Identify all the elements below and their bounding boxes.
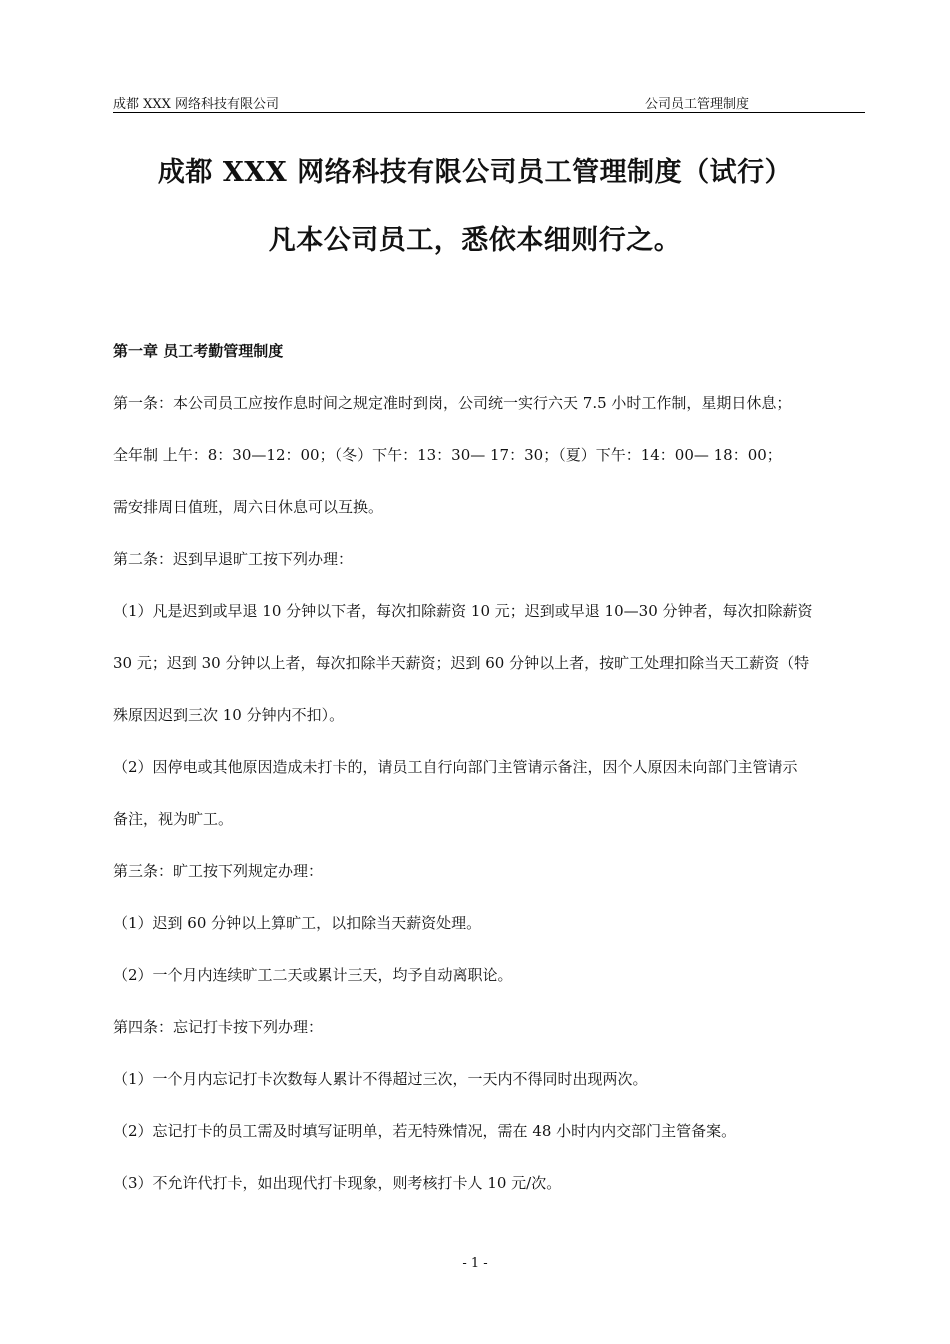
header-document-name: 公司员工管理制度 <box>645 97 750 112</box>
body-line: 30 元；迟到 30 分钟以上者，每次扣除半天薪资；迟到 60 分钟以上者，按旷工处理扣除当天工薪资（特 <box>113 654 810 672</box>
body-line: （1）凡是迟到或早退 10 分钟以下者，每次扣除薪资 10 元；迟到或早退 10—30 分钟者，每次扣除薪资 <box>113 602 813 620</box>
body-line: 第三条：旷工按下列规定办理： <box>113 862 324 880</box>
body-line: 第二条：迟到早退旷工按下列办理： <box>113 550 354 568</box>
body-line: 第四条：忘记打卡按下列办理： <box>113 1018 324 1036</box>
body-line: 殊原因迟到三次 10 分钟内不扣）。 <box>113 706 345 724</box>
body-line: （1）一个月内忘记打卡次数每人累计不得超过三次，一天内不得同时出现两次。 <box>113 1070 648 1088</box>
body-line: （1）迟到 60 分钟以上算旷工，以扣除当天薪资处理。 <box>113 914 482 932</box>
body-line: 备注，视为旷工。 <box>113 810 234 828</box>
body-line: （2）因停电或其他原因造成未打卡的，请员工自行向部门主管请示备注，因个人原因未向部门主管请示 <box>113 758 798 776</box>
header-company-name: 成都 XXX 网络科技有限公司 <box>113 97 280 112</box>
page-header <box>113 92 865 113</box>
body-line: （2）忘记打卡的员工需及时填写证明单，若无特殊情况，需在 48 小时内内交部门主管备案。 <box>113 1122 737 1140</box>
page-number: - 1 - <box>462 1256 488 1271</box>
body-line: 需安排周日值班，周六日休息可以互换。 <box>113 498 384 516</box>
document-subtitle: 凡本公司员工，悉依本细则行之。 <box>268 225 682 256</box>
body-line: （3）不允许代打卡，如出现代打卡现象，则考核打卡人 10 元/次。 <box>113 1174 562 1192</box>
body-line: 全年制 上午：8：30—12：00；（冬）下午：13：30— 17：30；（夏）下午：14：00— 18：00； <box>113 446 782 464</box>
document-title: 成都 XXX 网络科技有限公司员工管理制度（试行） <box>157 157 793 188</box>
body-line: 第一条：本公司员工应按作息时间之规定准时到岗，公司统一实行六天 7.5 小时工作制，星期日休息； <box>113 394 792 412</box>
chapter-heading: 第一章 员工考勤管理制度 <box>113 342 284 360</box>
body-line: （2）一个月内连续旷工二天或累计三天，均予自动离职论。 <box>113 966 513 984</box>
